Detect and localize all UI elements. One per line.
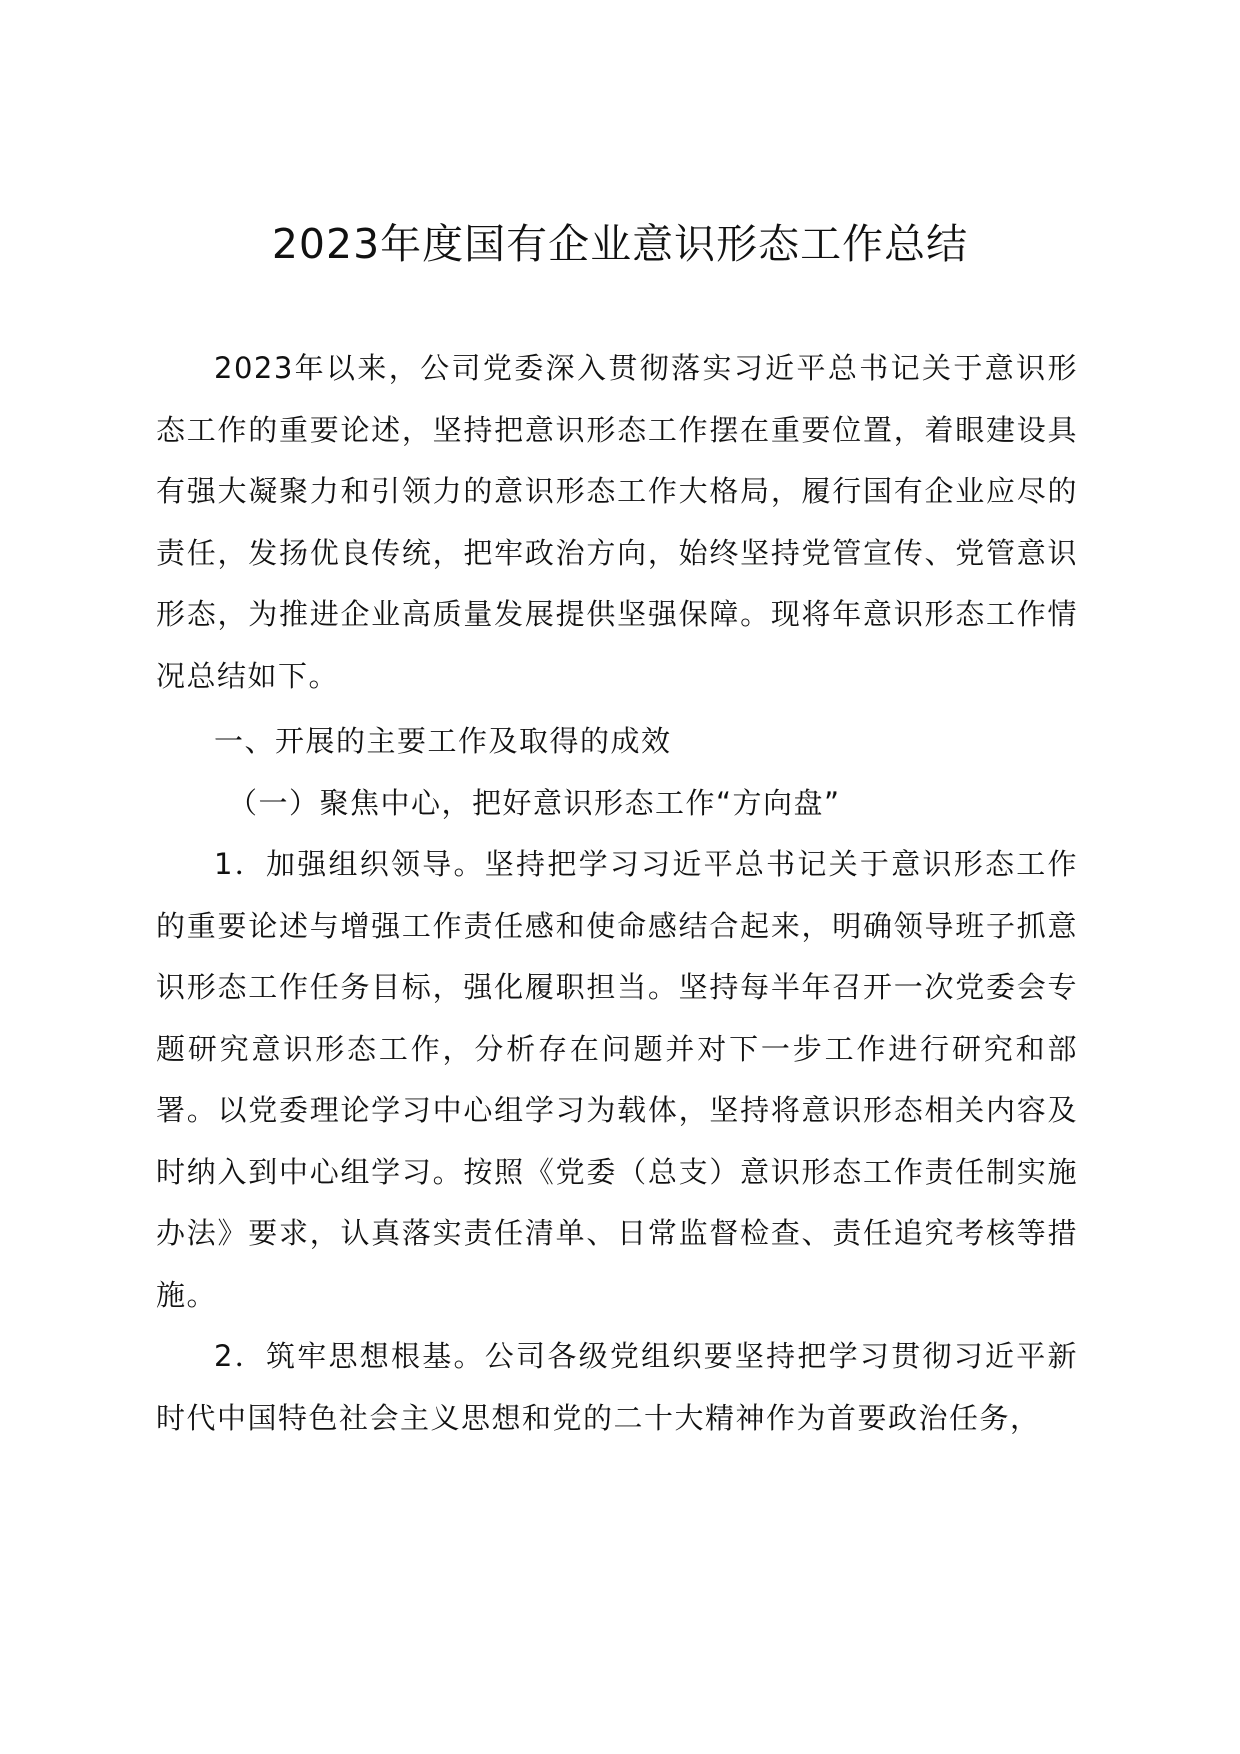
item-2-paragraph: 2．筑牢思想根基。公司各级党组织要坚持把学习贯彻习近平新时代中国特色社会主义思想和党的二十大精神作为首要政治任务，: [156, 1339, 1078, 1435]
subsection-heading-1: （一）聚焦中心，把好意识形态工作“方向盘”: [228, 785, 841, 820]
item-1-paragraph: 1．加强组织领导。坚持把学习习近平总书记关于意识形态工作的重要论述与增强工作责任感和使命感结合起来，明确领导班子抓意识形态工作任务目标，强化履职担当。坚持每半年召开一次党委会专题研究意识形态工作，分析存在问题并对下一步工作进行研究和部署。以党委理论学习中心组学习为载体，坚持将意识形态相关内容及时纳入到中心组学习。按照《党委（总支）意识形态工作责任制实施办法》要求，认真落实责任清单、日常监督检查、责任追究考核等措施。: [156, 847, 1078, 1312]
document-body: [156, 338, 1078, 1449]
section-heading-1: 一、开展的主要工作及取得的成效: [214, 724, 672, 758]
document-title: 2023年度国有企业意识形态工作总结: [271, 220, 969, 268]
intro-paragraph: 2023年以来，公司党委深入贯彻落实习近平总书记关于意识形态工作的重要论述，坚持把意识形态工作摆在重要位置，着眼建设具有强大凝聚力和引领力的意识形态工作大格局，履行国有企业应尽的责任，发扬优良传统，把牢政治方向，始终坚持党管宣传、党管意识形态，为推进企业高质量发展提供坚强保障。现将年意识形态工作情况总结如下。: [156, 351, 1078, 693]
